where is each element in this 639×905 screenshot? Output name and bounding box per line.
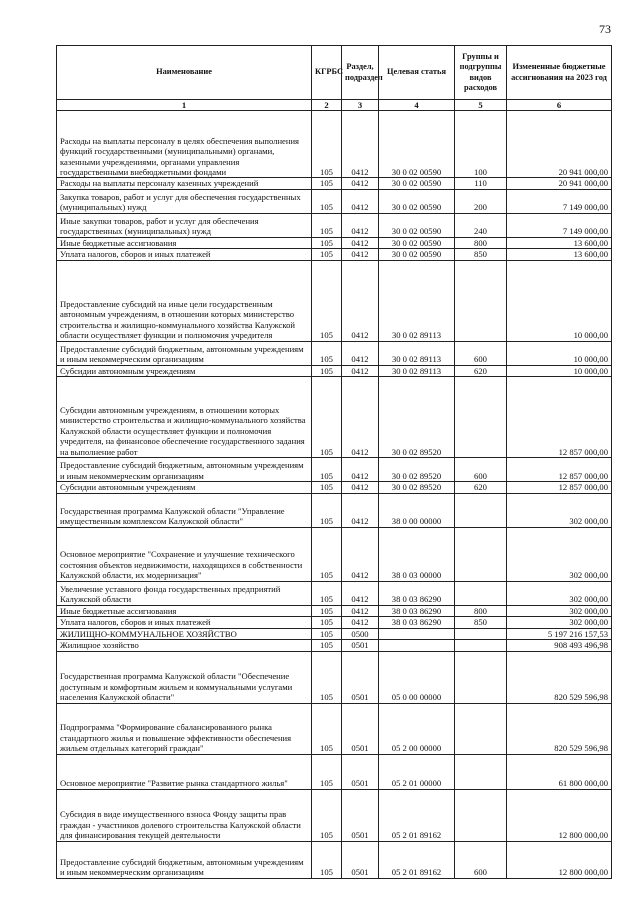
row-section: 0412: [342, 617, 379, 628]
table-row: [57, 789, 612, 841]
row-name: Расходы на выплаты персоналу в целях обеспечения выполнения функций государственными (муниципальными) органами, казенными учреждениями, органами управления государственными внебюджетными фондами: [57, 111, 312, 178]
row-group: [455, 377, 507, 458]
row-group: 200: [455, 189, 507, 213]
row-group: [455, 789, 507, 841]
row-group: 620: [455, 482, 507, 493]
row-target: 38 0 03 86290: [379, 605, 455, 616]
row-name: Основное мероприятие "Сохранение и улучшение технического состояния объектов недвижимости, находящихся в собственности Калужской области, их модернизация": [57, 527, 312, 581]
row-group: [455, 493, 507, 527]
header-target: Целевая статья: [379, 46, 455, 100]
row-group: 600: [455, 841, 507, 878]
row-name: Предоставление субсидий бюджетным, автономным учреждениям и иным некоммерческим организациям: [57, 458, 312, 482]
row-group: [455, 703, 507, 754]
row-name: Расходы на выплаты персоналу казенных учреждений: [57, 178, 312, 189]
row-group: 800: [455, 237, 507, 248]
row-section: 0412: [342, 341, 379, 365]
row-target: 30 0 02 00590: [379, 249, 455, 260]
row-target: 30 0 02 89113: [379, 341, 455, 365]
row-amount: 13 600,00: [507, 237, 612, 248]
column-number: 4: [379, 100, 455, 111]
table-row: [57, 365, 612, 376]
row-name: Субсидии автономным учреждениям: [57, 365, 312, 376]
table-row: [57, 482, 612, 493]
table-row: [57, 341, 612, 365]
row-amount: 10 000,00: [507, 341, 612, 365]
row-group: 100: [455, 111, 507, 178]
page-number: 73: [599, 22, 611, 36]
table-row: [57, 651, 612, 703]
row-section: 0412: [342, 178, 379, 189]
column-number: 1: [57, 100, 312, 111]
table-row: [57, 458, 612, 482]
row-amount: 12 800 000,00: [507, 789, 612, 841]
table-row: [57, 189, 612, 213]
row-section: 0501: [342, 651, 379, 703]
row-group: [455, 651, 507, 703]
row-kgrbs: 105: [312, 493, 342, 527]
row-group: 110: [455, 178, 507, 189]
row-kgrbs: 105: [312, 111, 342, 178]
row-amount: 302 000,00: [507, 581, 612, 605]
row-section: 0412: [342, 527, 379, 581]
row-section: 0412: [342, 482, 379, 493]
row-kgrbs: 105: [312, 213, 342, 237]
row-name: Государственная программа Калужской области "Обеспечение доступным и комфортным жильем и коммунальными услугами населения Калужской области": [57, 651, 312, 703]
row-section: 0412: [342, 493, 379, 527]
row-group: 800: [455, 605, 507, 616]
table-row: [57, 841, 612, 878]
row-kgrbs: 105: [312, 178, 342, 189]
column-number: 2: [312, 100, 342, 111]
row-amount: 20 941 000,00: [507, 111, 612, 178]
row-section: 0412: [342, 189, 379, 213]
row-amount: 13 600,00: [507, 249, 612, 260]
row-target: 30 0 02 00590: [379, 189, 455, 213]
row-target: 05 2 01 89162: [379, 841, 455, 878]
row-name: Иные закупки товаров, работ и услуг для обеспечения государственных (муниципальных) нужд: [57, 213, 312, 237]
row-group: 850: [455, 617, 507, 628]
column-numbers-row: [57, 100, 612, 111]
row-kgrbs: 105: [312, 617, 342, 628]
table-row: [57, 617, 612, 628]
row-amount: 302 000,00: [507, 605, 612, 616]
row-kgrbs: 105: [312, 628, 342, 639]
row-section: 0412: [342, 581, 379, 605]
table-row: [57, 249, 612, 260]
row-amount: 10 000,00: [507, 365, 612, 376]
row-amount: 12 857 000,00: [507, 458, 612, 482]
row-name: Предоставление субсидий бюджетным, автономным учреждениям и иным некоммерческим организациям: [57, 341, 312, 365]
row-target: 38 0 03 86290: [379, 581, 455, 605]
row-amount: 12 800 000,00: [507, 841, 612, 878]
row-name: ЖИЛИЩНО-КОММУНАЛЬНОЕ ХОЗЯЙСТВО: [57, 628, 312, 639]
row-amount: 12 857 000,00: [507, 482, 612, 493]
row-name: Иные бюджетные ассигнования: [57, 237, 312, 248]
row-section: 0412: [342, 213, 379, 237]
row-amount: 61 800 000,00: [507, 754, 612, 789]
row-name: Субсидия в виде имущественного взноса Фонду защиты прав граждан - участников долевого строительства Калужской области для финансирования текущей деятельности: [57, 789, 312, 841]
row-section: 0501: [342, 789, 379, 841]
row-amount: 302 000,00: [507, 527, 612, 581]
budget-table: [56, 45, 612, 879]
table-header-row: [57, 46, 612, 100]
row-target: 30 0 02 89520: [379, 482, 455, 493]
row-section: 0501: [342, 841, 379, 878]
column-number: 3: [342, 100, 379, 111]
row-amount: 7 149 000,00: [507, 213, 612, 237]
row-name: Закупка товаров, работ и услуг для обеспечения государственных (муниципальных) нужд: [57, 189, 312, 213]
row-target: 30 0 02 89113: [379, 365, 455, 376]
table-row: [57, 377, 612, 458]
row-name: Субсидии автономным учреждениям, в отношении которых министерство строительства и жилищно-коммунального хозяйства Калужской области осуществляет функции и полномочия учредителя, на финансовое обеспечение государственного задания на выполнение работ: [57, 377, 312, 458]
row-kgrbs: 105: [312, 365, 342, 376]
row-section: 0412: [342, 365, 379, 376]
row-kgrbs: 105: [312, 527, 342, 581]
table-row: [57, 493, 612, 527]
row-target: 05 0 00 00000: [379, 651, 455, 703]
row-target: 38 0 03 86290: [379, 617, 455, 628]
row-name: Государственная программа Калужской области "Управление имущественным комплексом Калужской области": [57, 493, 312, 527]
table-row: [57, 178, 612, 189]
row-target: 30 0 02 89520: [379, 458, 455, 482]
table-row: [57, 605, 612, 616]
row-kgrbs: 105: [312, 341, 342, 365]
row-group: [455, 628, 507, 639]
row-name: Предоставление субсидий на иные цели государственным автономным учреждениям, в отношении которых министерство строительства и жилищно-коммунального хозяйства Калужской области осуществляет функции и полномочия учредителя: [57, 260, 312, 341]
row-target: 30 0 02 89113: [379, 260, 455, 341]
row-target: 30 0 02 89520: [379, 377, 455, 458]
row-name: Уплата налогов, сборов и иных платежей: [57, 249, 312, 260]
row-target: 30 0 02 00590: [379, 237, 455, 248]
row-section: 0412: [342, 458, 379, 482]
row-section: 0501: [342, 703, 379, 754]
row-target: 30 0 02 00590: [379, 178, 455, 189]
row-amount: 7 149 000,00: [507, 189, 612, 213]
table-row: [57, 640, 612, 651]
row-kgrbs: 105: [312, 482, 342, 493]
row-name: Иные бюджетные ассигнования: [57, 605, 312, 616]
row-target: 05 2 01 89162: [379, 789, 455, 841]
row-group: 600: [455, 341, 507, 365]
row-kgrbs: 105: [312, 581, 342, 605]
table-row: [57, 213, 612, 237]
row-kgrbs: 105: [312, 377, 342, 458]
row-kgrbs: 105: [312, 260, 342, 341]
row-target: 05 2 00 00000: [379, 703, 455, 754]
row-group: [455, 754, 507, 789]
row-section: 0412: [342, 605, 379, 616]
table-row: [57, 754, 612, 789]
row-section: 0412: [342, 260, 379, 341]
row-group: [455, 640, 507, 651]
row-amount: 5 197 216 157,53: [507, 628, 612, 639]
row-target: [379, 628, 455, 639]
row-name: Основное мероприятие "Развитие рынка стандартного жилья": [57, 754, 312, 789]
table-row: [57, 260, 612, 341]
column-number: 6: [507, 100, 612, 111]
row-group: 600: [455, 458, 507, 482]
table-row: [57, 703, 612, 754]
table-row: [57, 237, 612, 248]
row-kgrbs: 105: [312, 605, 342, 616]
row-section: 0412: [342, 377, 379, 458]
row-target: 38 0 03 00000: [379, 527, 455, 581]
row-kgrbs: 105: [312, 640, 342, 651]
row-section: 0501: [342, 754, 379, 789]
row-section: 0500: [342, 628, 379, 639]
row-kgrbs: 105: [312, 703, 342, 754]
row-target: [379, 640, 455, 651]
header-kgrbs: КГРБС: [312, 46, 342, 100]
row-kgrbs: 105: [312, 189, 342, 213]
row-name: Субсидии автономным учреждениям: [57, 482, 312, 493]
row-kgrbs: 105: [312, 237, 342, 248]
row-target: 30 0 02 00590: [379, 213, 455, 237]
table-row: [57, 581, 612, 605]
header-groups: Группы и подгруппы видов расходов: [455, 46, 507, 100]
row-name: Увеличение уставного фонда государственных предприятий Калужской области: [57, 581, 312, 605]
row-amount: 12 857 000,00: [507, 377, 612, 458]
table-row: [57, 111, 612, 178]
header-name: Наименование: [57, 46, 312, 100]
column-number: 5: [455, 100, 507, 111]
row-group: 240: [455, 213, 507, 237]
row-name: Предоставление субсидий бюджетным, автономным учреждениям и иным некоммерческим организациям: [57, 841, 312, 878]
row-section: 0412: [342, 111, 379, 178]
row-group: [455, 527, 507, 581]
header-amount: Измененные бюджетные ассигнования на 2023 год: [507, 46, 612, 100]
row-amount: 302 000,00: [507, 493, 612, 527]
row-target: 05 2 01 00000: [379, 754, 455, 789]
row-amount: 20 941 000,00: [507, 178, 612, 189]
row-section: 0501: [342, 640, 379, 651]
table-row: [57, 628, 612, 639]
row-name: Уплата налогов, сборов и иных платежей: [57, 617, 312, 628]
table-row: [57, 527, 612, 581]
row-kgrbs: 105: [312, 458, 342, 482]
row-target: 38 0 00 00000: [379, 493, 455, 527]
header-section: Раздел, подраздел: [342, 46, 379, 100]
row-group: 620: [455, 365, 507, 376]
row-group: [455, 581, 507, 605]
row-kgrbs: 105: [312, 249, 342, 260]
row-section: 0412: [342, 237, 379, 248]
row-amount: 10 000,00: [507, 260, 612, 341]
row-group: 850: [455, 249, 507, 260]
row-group: [455, 260, 507, 341]
row-amount: 908 493 496,98: [507, 640, 612, 651]
row-section: 0412: [342, 249, 379, 260]
row-kgrbs: 105: [312, 754, 342, 789]
row-name: Подпрограмма "Формирование сбалансированного рынка стандартного жилья и повышение эффективности обеспечения жильем отдельных категорий граждан": [57, 703, 312, 754]
row-amount: 820 529 596,98: [507, 703, 612, 754]
row-amount: 820 529 596,98: [507, 651, 612, 703]
row-amount: 302 000,00: [507, 617, 612, 628]
row-kgrbs: 105: [312, 789, 342, 841]
row-target: 30 0 02 00590: [379, 111, 455, 178]
row-kgrbs: 105: [312, 651, 342, 703]
row-kgrbs: 105: [312, 841, 342, 878]
row-name: Жилищное хозяйство: [57, 640, 312, 651]
